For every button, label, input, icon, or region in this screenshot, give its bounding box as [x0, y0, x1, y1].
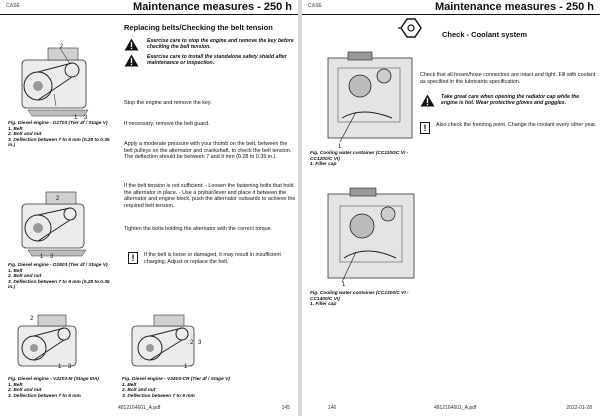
- figure-caption: [122, 377, 232, 399]
- right-page: [302, 0, 600, 416]
- engine-figure-d1703: [8, 40, 108, 120]
- caption-item: 1. Belt: [122, 382, 137, 388]
- exclamation-icon: !: [128, 252, 138, 264]
- right-header: [302, 0, 600, 15]
- caption-item: 1. Belt: [8, 382, 23, 388]
- left-page: [0, 0, 298, 416]
- caption-title: Fig. Diesel engine - V2403-CR (Tier 4f / Stage V): [122, 377, 230, 382]
- step-text: Tighten the bolts holding the alternator with the correct torque.: [124, 226, 273, 232]
- figure-caption: [8, 377, 118, 399]
- caption-item: 2. Bolt and nut: [8, 274, 42, 280]
- callout-1: 1: [40, 254, 44, 260]
- footer-page-number: 145: [281, 405, 290, 411]
- intro-text: Check that all hoses/hose connectors are intact and tight. Fill with coolant as specified in the lubricants specification.: [420, 72, 596, 85]
- coolant-figure-cc1100: [322, 46, 420, 148]
- step-text: If the belt tension is not sufficient: - Loosen the fastening bolts that hold the alternator in place. - Use a prybar/lever and place it between the alternator and engine block, push the alternator outwards to achieve the required belt tension.: [124, 183, 296, 209]
- caption-title: Fig. Cooling water container (CC1100/C VI - CC1200/C VI): [310, 151, 409, 162]
- figure-caption: [8, 263, 118, 291]
- callout-3: 3: [50, 254, 54, 260]
- warning-icon: [124, 54, 139, 67]
- caption-item: 2. Bolt and nut: [8, 132, 42, 138]
- warning-text: Exercise care to stop the engine and remove the key before checking the belt tension.: [147, 38, 294, 51]
- warning-row: [420, 94, 596, 107]
- note-text: Also check the freezing point. Change the coolant every other year.: [436, 122, 597, 128]
- footer-doc: 4812164601_A.pdf: [118, 405, 161, 411]
- caption-item: 1. Filler cap: [310, 302, 337, 308]
- warning-icon: [420, 94, 435, 107]
- callout-1: 1: [74, 115, 78, 121]
- note-text: If the belt is loose or damaged, it may result in insufficient charging. Adjust or replace the belt.: [144, 252, 281, 265]
- caption-item: 1. Filler cap: [310, 162, 337, 168]
- warning-text: Take great care when opening the radiator cap while the engine is hot. Wear protective gloves and goggles.: [441, 94, 580, 107]
- figure-caption: [310, 291, 430, 308]
- callout-2: 2: [56, 196, 60, 202]
- brand-logo: CASE: [6, 3, 20, 9]
- caption-title: Fig. Diesel engine - V2203-M (Stage IIIA): [8, 377, 99, 382]
- callout-3: 3: [198, 340, 202, 346]
- engine-figure-v2203: [8, 312, 92, 374]
- step-text: Stop the engine and remove the key.: [124, 100, 212, 106]
- callout-1: 1: [184, 364, 188, 370]
- warning-row: [124, 38, 298, 51]
- page-title: Maintenance measures - 250 h: [133, 1, 292, 13]
- callout-3: 3: [68, 364, 72, 370]
- caption-item: 1. Belt: [8, 268, 23, 274]
- caption-item: 3. Deflection between 7 to 9 mm (0.28 to 0.35 in.): [8, 137, 110, 149]
- exclamation-icon: !: [420, 122, 430, 134]
- left-header: [0, 0, 298, 15]
- callout-3: 3: [84, 115, 88, 121]
- step-text: Apply a moderate pressure with your thumb on the belt, between the belt pulleys on the alternator and crankshaft, to check the belt tension. The deflection should be between 7 and 9 mm (0.28 to 0.35 in.).: [124, 141, 292, 161]
- footer-doc: 4812164601_A.pdf: [434, 405, 477, 411]
- callout-2: 2: [190, 340, 194, 346]
- caption-item: 3. Deflection between 7 to 9 mm (0.28 to 0.35 in.): [8, 279, 110, 291]
- warning-row: [124, 54, 298, 67]
- callout-1: 1: [338, 144, 342, 150]
- step-text: If necessary, remove the belt guard.: [124, 121, 210, 127]
- footer-page-number: 146: [328, 405, 337, 411]
- note-box: [128, 252, 298, 265]
- brand-logo: CASE: [308, 3, 322, 9]
- caption-item: 2. Bolt and nut: [8, 388, 42, 394]
- caption-item: 2. Bolt and nut: [122, 388, 156, 394]
- caption-item: 1. Belt: [8, 126, 23, 132]
- footer-date: 2022-01-28: [566, 405, 592, 411]
- warning-text: Exercise care to install the standalone safety shield after maintenance or inspection.: [147, 54, 287, 67]
- section-title: Check - Coolant system: [442, 30, 528, 39]
- note-box: [420, 122, 600, 134]
- caption-title: Fig. Diesel engine - D1803 (Tier 4f / Stage V): [8, 263, 108, 268]
- caption-item: 3. Deflection between 7 to 9 mm: [122, 393, 195, 399]
- inspection-icon: [398, 17, 424, 39]
- callout-1: 1: [58, 364, 62, 370]
- figure-caption: [8, 121, 118, 149]
- figure-caption: [310, 151, 430, 168]
- callout-2: 2: [30, 316, 34, 322]
- coolant-figure-cc1300: [322, 182, 420, 288]
- callout-1: 1: [342, 282, 346, 288]
- section-title: Replacing belts/Checking the belt tension: [124, 23, 273, 32]
- caption-title: Fig. Cooling water container (CC1300/C VI - CC1400/C VI): [310, 291, 409, 302]
- callout-2: 2: [60, 44, 64, 50]
- caption-title: Fig. Diesel engine - D1703 (Tier 4f / Stage V): [8, 121, 108, 126]
- page-title: Maintenance measures - 250 h: [435, 1, 594, 13]
- warning-icon: [124, 38, 139, 51]
- caption-item: 3. Deflection between 7 to 9 mm: [8, 393, 81, 399]
